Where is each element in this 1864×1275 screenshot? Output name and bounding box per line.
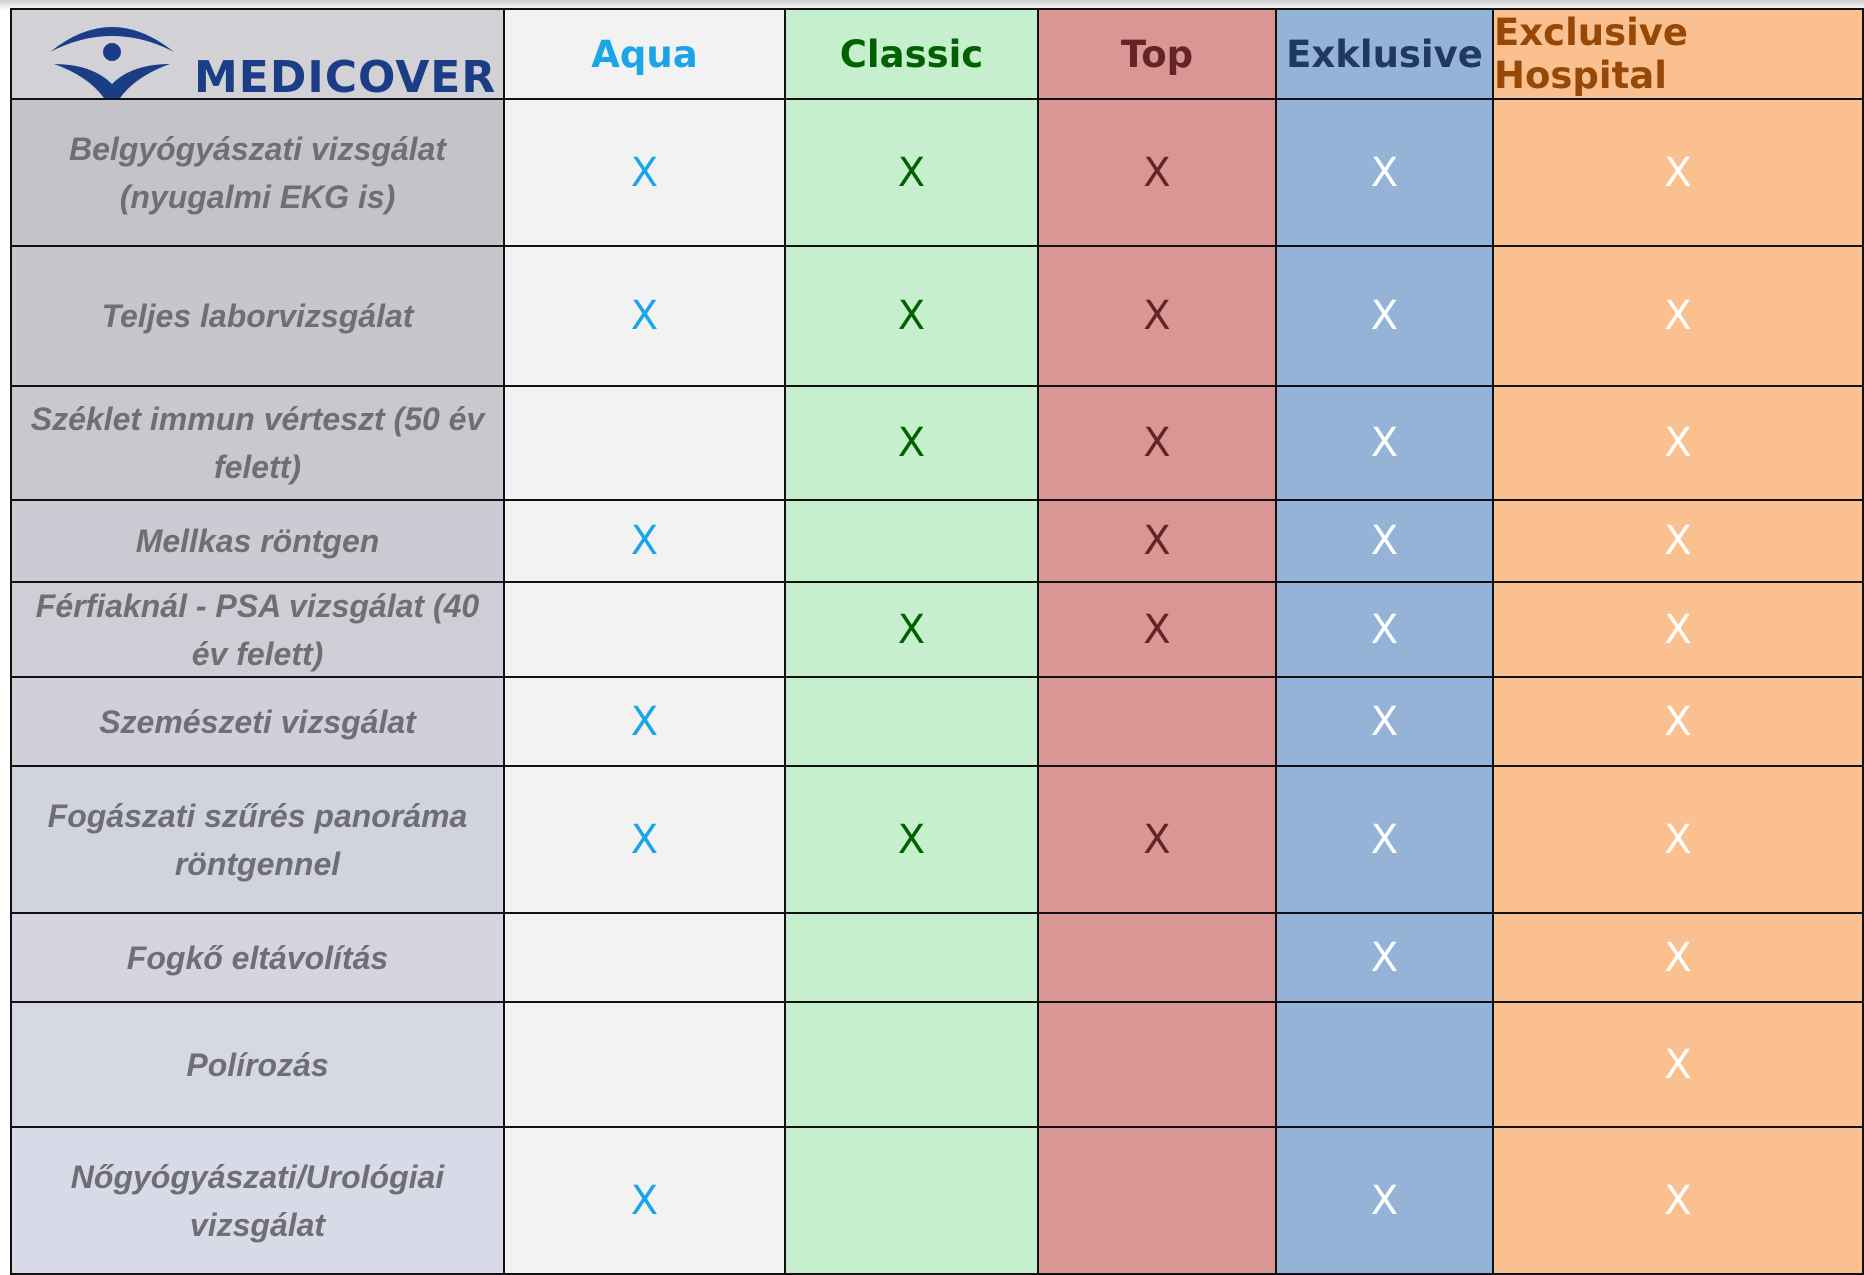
check-x-mark: X (1143, 606, 1171, 653)
header-cell-exklusive (1277, 8, 1494, 100)
table-cell-top (1039, 583, 1277, 678)
row-label-cell (10, 100, 505, 247)
check-x-mark: X (1664, 816, 1692, 863)
check-x-mark: X (630, 1177, 659, 1224)
row-label: Belgyógyászati vizsgálat (nyugalmi EKG is) (68, 130, 447, 215)
plan-title-top: Top (1120, 32, 1194, 76)
table-cell-classic (786, 1128, 1039, 1275)
row-label-cell (10, 1003, 505, 1128)
check-x-mark: X (1664, 934, 1692, 981)
table-cell-top (1039, 501, 1277, 583)
table-cell-hospital (1494, 678, 1864, 767)
plan-title-aqua: Aqua (591, 32, 698, 76)
table-cell-classic (786, 583, 1039, 678)
row-label-cell (10, 1128, 505, 1275)
row-label-cell (10, 678, 505, 767)
check-x-mark: X (1664, 1041, 1692, 1088)
table-cell-classic (786, 387, 1039, 501)
check-x-mark: X (1143, 293, 1171, 339)
table-cell-top (1039, 678, 1277, 767)
table-cell-exklusive (1277, 678, 1494, 767)
plan-title-exklusive: Exklusive (1286, 32, 1483, 76)
check-x-mark: X (630, 698, 659, 745)
table-cell-classic (786, 914, 1039, 1003)
check-x-mark: X (1370, 698, 1399, 745)
row-label-cell (10, 914, 505, 1003)
plan-title-classic: Classic (839, 32, 984, 76)
table-cell-aqua (505, 100, 786, 247)
check-x-mark: X (1370, 149, 1399, 196)
check-x-mark: X (1664, 293, 1692, 339)
check-x-mark: X (897, 293, 926, 339)
check-x-mark: X (897, 149, 926, 196)
check-x-mark: X (1143, 420, 1171, 466)
table-cell-classic (786, 501, 1039, 583)
check-x-mark: X (630, 816, 659, 863)
table-cell-top (1039, 387, 1277, 501)
check-x-mark: X (1370, 293, 1399, 339)
logo-cell (10, 8, 505, 100)
table-cell-exklusive (1277, 914, 1494, 1003)
check-x-mark: X (1370, 606, 1399, 653)
check-x-mark: X (1664, 420, 1692, 466)
table-cell-top (1039, 914, 1277, 1003)
check-x-mark: X (1143, 518, 1171, 564)
check-x-mark: X (1370, 1177, 1399, 1224)
medicover-logo-icon (32, 12, 192, 100)
check-x-mark: X (1370, 934, 1399, 981)
table-cell-hospital (1494, 583, 1864, 678)
table-cell-exklusive (1277, 1003, 1494, 1128)
table-cell-exklusive (1277, 100, 1494, 247)
table-cell-aqua (505, 1128, 786, 1275)
table-cell-exklusive (1277, 583, 1494, 678)
table-cell-aqua (505, 767, 786, 914)
table-cell-top (1039, 247, 1277, 387)
table-cell-exklusive (1277, 387, 1494, 501)
check-x-mark: X (630, 518, 659, 564)
check-x-mark: X (1143, 149, 1171, 196)
row-label: Mellkas röntgen (135, 523, 380, 559)
check-x-mark: X (1370, 816, 1399, 863)
table-cell-hospital (1494, 247, 1864, 387)
table-cell-top (1039, 1003, 1277, 1128)
header-cell-top (1039, 8, 1277, 100)
row-label: Nőgyógyászati/Urológiai vizsgálat (70, 1158, 445, 1243)
table-cell-hospital (1494, 387, 1864, 501)
table-cell-aqua (505, 583, 786, 678)
row-label: Fogászati szűrés panoráma röntgennel (47, 797, 468, 882)
check-x-mark: X (1664, 149, 1692, 196)
row-label: Polírozás (186, 1046, 329, 1083)
row-label-cell (10, 767, 505, 914)
check-x-mark: X (1664, 1177, 1692, 1224)
package-comparison-table (10, 8, 1864, 1275)
row-label: Teljes laborvizsgálat (101, 298, 414, 334)
row-label-cell (10, 583, 505, 678)
plan-title-hospital: Exclusive Hospital (1494, 11, 1689, 97)
check-x-mark: X (630, 149, 659, 196)
table-cell-aqua (505, 247, 786, 387)
table-cell-exklusive (1277, 1128, 1494, 1275)
check-x-mark: X (897, 816, 926, 863)
table-cell-exklusive (1277, 501, 1494, 583)
table-cell-classic (786, 247, 1039, 387)
check-x-mark: X (1664, 698, 1692, 745)
table-cell-hospital (1494, 767, 1864, 914)
medicover-logo-text: MEDICOVER (194, 52, 497, 100)
table-cell-classic (786, 767, 1039, 914)
table-cell-exklusive (1277, 247, 1494, 387)
row-label: Fogkő eltávolítás (126, 939, 389, 976)
table-cell-aqua (505, 678, 786, 767)
table-cell-top (1039, 1128, 1277, 1275)
check-x-mark: X (897, 420, 926, 466)
check-x-mark: X (897, 606, 926, 653)
table-cell-aqua (505, 501, 786, 583)
row-label: Széklet immun vérteszt (50 év felett) (30, 401, 485, 485)
check-x-mark: X (1370, 518, 1399, 564)
row-label: Szemészeti vizsgálat (99, 703, 416, 740)
table-cell-classic (786, 1003, 1039, 1128)
header-cell-hospital (1494, 8, 1864, 100)
check-x-mark: X (1370, 420, 1399, 466)
header-cell-aqua (505, 8, 786, 100)
table-cell-hospital (1494, 100, 1864, 247)
table-cell-aqua (505, 914, 786, 1003)
row-label: Férfiaknál - PSA vizsgálat (40 év felett) (35, 587, 480, 672)
header-cell-classic (786, 8, 1039, 100)
row-label-cell (10, 501, 505, 583)
check-x-mark: X (1664, 606, 1692, 653)
table-cell-hospital (1494, 501, 1864, 583)
table-cell-top (1039, 767, 1277, 914)
table-cell-top (1039, 100, 1277, 247)
table-cell-hospital (1494, 1128, 1864, 1275)
table-cell-classic (786, 678, 1039, 767)
check-x-mark: X (1143, 816, 1171, 863)
row-label-cell (10, 247, 505, 387)
table-cell-aqua (505, 1003, 786, 1128)
table-cell-aqua (505, 387, 786, 501)
row-label-cell (10, 387, 505, 501)
check-x-mark: X (630, 293, 659, 339)
check-x-mark: X (1664, 518, 1692, 564)
table-cell-hospital (1494, 914, 1864, 1003)
table-cell-classic (786, 100, 1039, 247)
table-cell-hospital (1494, 1003, 1864, 1128)
table-cell-exklusive (1277, 767, 1494, 914)
